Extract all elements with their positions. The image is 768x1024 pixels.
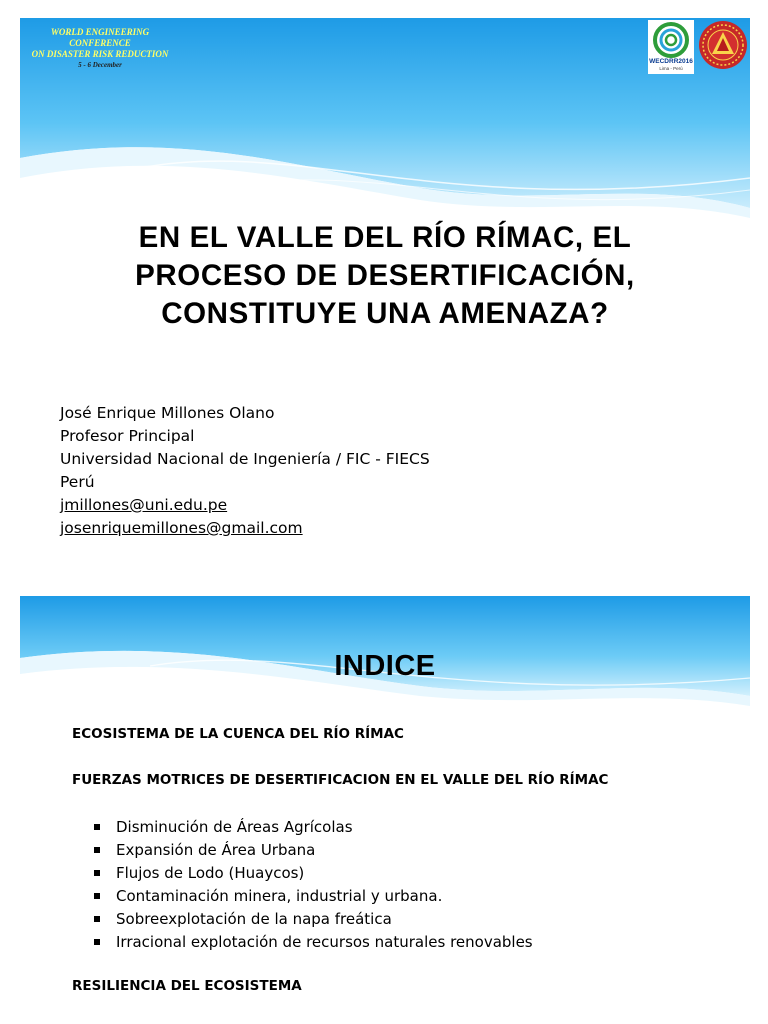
section-heading-2: FUERZAS MOTRICES DE DESERTIFICACION EN EL VALLE DEL RÍO RÍMAC [72,772,609,788]
slide-1 [20,18,750,578]
conference-name [20,27,180,71]
title-line-2: PROCESO DE DESERTIFICACIÓN, [135,259,635,292]
list-item: Sobreexplotación de la napa freática [92,908,533,931]
list-item: Flujos de Lodo (Huaycos) [92,862,533,885]
index-title: INDICE [334,650,436,682]
author-institution: Universidad Nacional de Ingeniería / FIC - FIECS [60,450,430,468]
author-country: Perú [60,473,95,491]
presentation-title [60,219,710,333]
author-position: Profesor Principal [60,427,195,445]
author-block [60,402,430,540]
conference-dates: 5 - 6 December [78,61,122,69]
list-item: Contaminación minera, industrial y urbana. [92,885,533,908]
spiral-icon [648,20,694,60]
title-line-3: CONSTITUYE UNA AMENAZA? [161,297,609,330]
conference-line-1: WORLD ENGINEERING CONFERENCE [50,27,150,48]
list-item: Disminución de Áreas Agrícolas [92,816,533,839]
bullet-icon [94,824,100,830]
wecdrr-label: WECDRR2016 [649,58,693,65]
bullet-list [92,816,533,954]
bullet-icon [94,893,100,899]
title-line-1: EN EL VALLE DEL RÍO RÍMAC, EL [138,221,632,254]
conference-line-2: ON DISASTER RISK REDUCTION [31,49,169,59]
wecdrr-logo [648,20,694,74]
bullet-icon [94,939,100,945]
list-item: Expansión de Área Urbana [92,839,533,862]
list-item: Irracional explotación de recursos naturales renovables [92,931,533,954]
email-link-2[interactable]: josenriquemillones@gmail.com [60,519,303,537]
bullet-icon [94,870,100,876]
bullet-icon [94,916,100,922]
section-heading-1: ECOSISTEMA DE LA CUENCA DEL RÍO RÍMAC [72,726,404,742]
wecdrr-sub: Lima - Perú [659,66,683,71]
seal-icon [698,20,748,70]
email-link-1[interactable]: jmillones@uni.edu.pe [60,496,228,514]
author-name: José Enrique Millones Olano [60,404,275,422]
slide-2 [20,596,750,1024]
section-heading-3: RESILIENCIA DEL ECOSISTEMA [72,978,302,994]
bullet-icon [94,847,100,853]
